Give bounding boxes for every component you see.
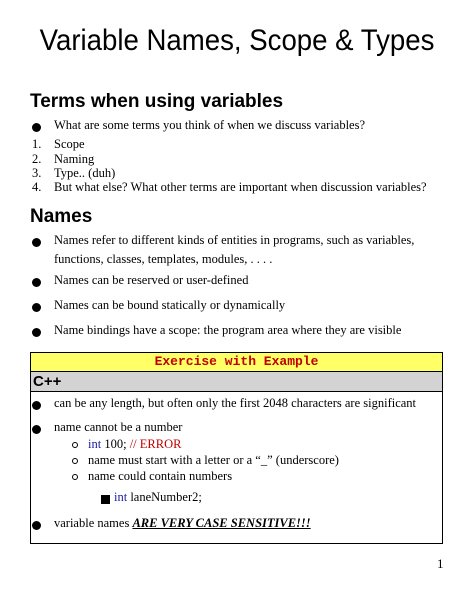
case-emphasis: ARE VERY CASE SENSITIVE!!! — [132, 516, 311, 530]
list-number: 2. — [32, 152, 42, 166]
bullet-icon — [32, 401, 41, 410]
list-number: 4. — [32, 180, 42, 194]
bullet-icon — [32, 303, 41, 312]
code-comment: // ERROR — [129, 437, 182, 451]
names-bullet-2: Names can be reserved or user-defined — [54, 273, 249, 287]
section-heading-names: Names — [30, 206, 93, 227]
exercise-sub-2: name must start with a letter or a “_” (underscore) — [88, 453, 339, 467]
exercise-sub-1 — [88, 437, 181, 452]
code-text: 100; — [101, 437, 130, 451]
circle-bullet-icon — [72, 474, 78, 480]
exercise-title: Exercise with Example — [31, 353, 442, 372]
list-item: Naming — [54, 152, 95, 166]
list-item: But what else? What other terms are important when discussion variables? — [54, 180, 427, 194]
list-item: Type.. (duh) — [54, 166, 116, 180]
bullet-icon — [32, 238, 41, 247]
bullet-icon — [32, 521, 41, 530]
section-heading-terms: Terms when using variables — [30, 91, 284, 112]
terms-question: What are some terms you think of when we discuss variables? — [54, 118, 366, 132]
exercise-sub-3: name could contain numbers — [88, 469, 233, 483]
exercise-bullet-2: name cannot be a number — [54, 420, 183, 434]
list-number: 3. — [32, 166, 42, 180]
bullet-icon — [32, 425, 41, 434]
exercise-sub-3a — [114, 490, 202, 505]
names-bullet-1-line-2: functions, classes, templates, modules, . . . . — [54, 252, 273, 266]
page-title: Variable Names, Scope & Types — [39, 24, 435, 57]
bullet-icon — [32, 328, 41, 337]
names-bullet-1-line-1: Names refer to different kinds of entities in programs, such as variables, — [54, 233, 415, 247]
bullet-icon — [32, 123, 41, 132]
case-text: variable names — [54, 516, 133, 530]
exercise-language: C++ — [31, 372, 442, 392]
bullet-icon — [32, 278, 41, 287]
square-bullet-icon — [101, 495, 110, 504]
code-keyword: int — [114, 490, 128, 504]
code-keyword: int — [88, 437, 102, 451]
circle-bullet-icon — [72, 458, 78, 464]
exercise-bullet-3 — [54, 516, 311, 531]
names-bullet-3: Names can be bound statically or dynamically — [54, 298, 286, 312]
list-number: 1. — [32, 137, 42, 151]
circle-bullet-icon — [72, 442, 78, 448]
exercise-bullet-1: can be any length, but often only the first 2048 characters are significant — [54, 396, 417, 410]
list-item: Scope — [54, 137, 85, 151]
names-bullet-4: Name bindings have a scope: the program area where they are visible — [54, 323, 402, 337]
page-number: 1 — [437, 556, 444, 571]
code-text: laneNumber2; — [127, 490, 202, 504]
